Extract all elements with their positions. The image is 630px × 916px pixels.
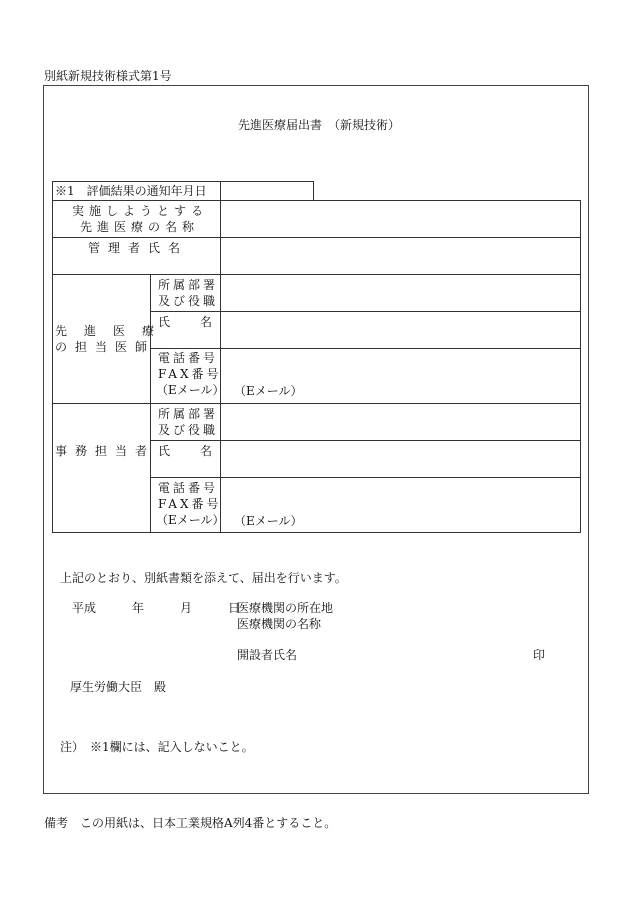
table-line	[150, 311, 581, 312]
seal-label: 印	[533, 648, 546, 662]
addressee: 厚生労働大臣 殿	[70, 680, 167, 694]
clerk-tel-label: 電話番号	[158, 481, 219, 495]
clerk-email-label: （Eメール）	[156, 513, 225, 527]
tech-name-label: 実施しようとする	[72, 204, 209, 218]
clerk-group-label: 事務担当者	[55, 444, 156, 458]
table-line	[150, 274, 151, 533]
table-line	[150, 477, 581, 478]
clerk-dept-label: 所属部署	[158, 407, 219, 421]
table-line	[150, 348, 581, 349]
clerk-name-label: 氏 名	[158, 444, 215, 458]
form-number: 別紙新規技術様式第1号	[44, 69, 172, 83]
table-line	[313, 181, 314, 201]
doctor-email-label: （Eメール）	[156, 383, 225, 397]
table-line	[52, 532, 581, 533]
doctor-tel-label: 電話番号	[158, 351, 219, 365]
tech-name-label-2: 先進医療の名称	[80, 220, 200, 234]
clerk-fax-label: FAX番号	[158, 497, 222, 511]
table-line	[580, 200, 581, 533]
declaration-text: 上記のとおり、別紙書類を添えて、届出を行います。	[60, 571, 347, 585]
doctor-dept-label-2: 及び役職	[158, 294, 219, 308]
doctor-name-label: 氏 名	[158, 315, 215, 329]
institution-address-label: 医療機関の所在地	[237, 601, 334, 615]
table-line	[52, 181, 53, 533]
doctor-dept-label: 所属部署	[158, 278, 219, 292]
table-line	[52, 403, 581, 404]
doctor-group-label-2: の担当医師	[55, 340, 156, 354]
table-line	[52, 274, 581, 275]
doctor-fax-label: FAX番号	[158, 367, 222, 381]
clerk-email-field[interactable]: （Eメール）	[234, 514, 303, 528]
table-line	[150, 440, 581, 441]
notice-date-label: ※1 評価結果の通知年月日	[55, 184, 207, 198]
date-line: 平成 年 月 日	[72, 601, 241, 615]
remarks-text: 備考 この用紙は、日本工業規格A列4番とすること。	[44, 816, 337, 830]
founder-name-label: 開設者氏名	[237, 648, 298, 662]
form-title: 先進医療届出書 （新規技術）	[238, 118, 401, 132]
doctor-email-field[interactable]: （Eメール）	[234, 384, 303, 398]
manager-label: 管理者氏名	[88, 241, 189, 255]
notice-date-field[interactable]	[221, 182, 313, 200]
tech-name-field[interactable]	[221, 201, 580, 237]
note-text: 注） ※1欄には、記入しないこと。	[60, 740, 254, 754]
manager-field[interactable]	[221, 238, 580, 274]
clerk-dept-label-2: 及び役職	[158, 423, 219, 437]
institution-name-label: 医療機関の名称	[237, 617, 322, 631]
doctor-group-label: 先進医療	[55, 324, 172, 338]
